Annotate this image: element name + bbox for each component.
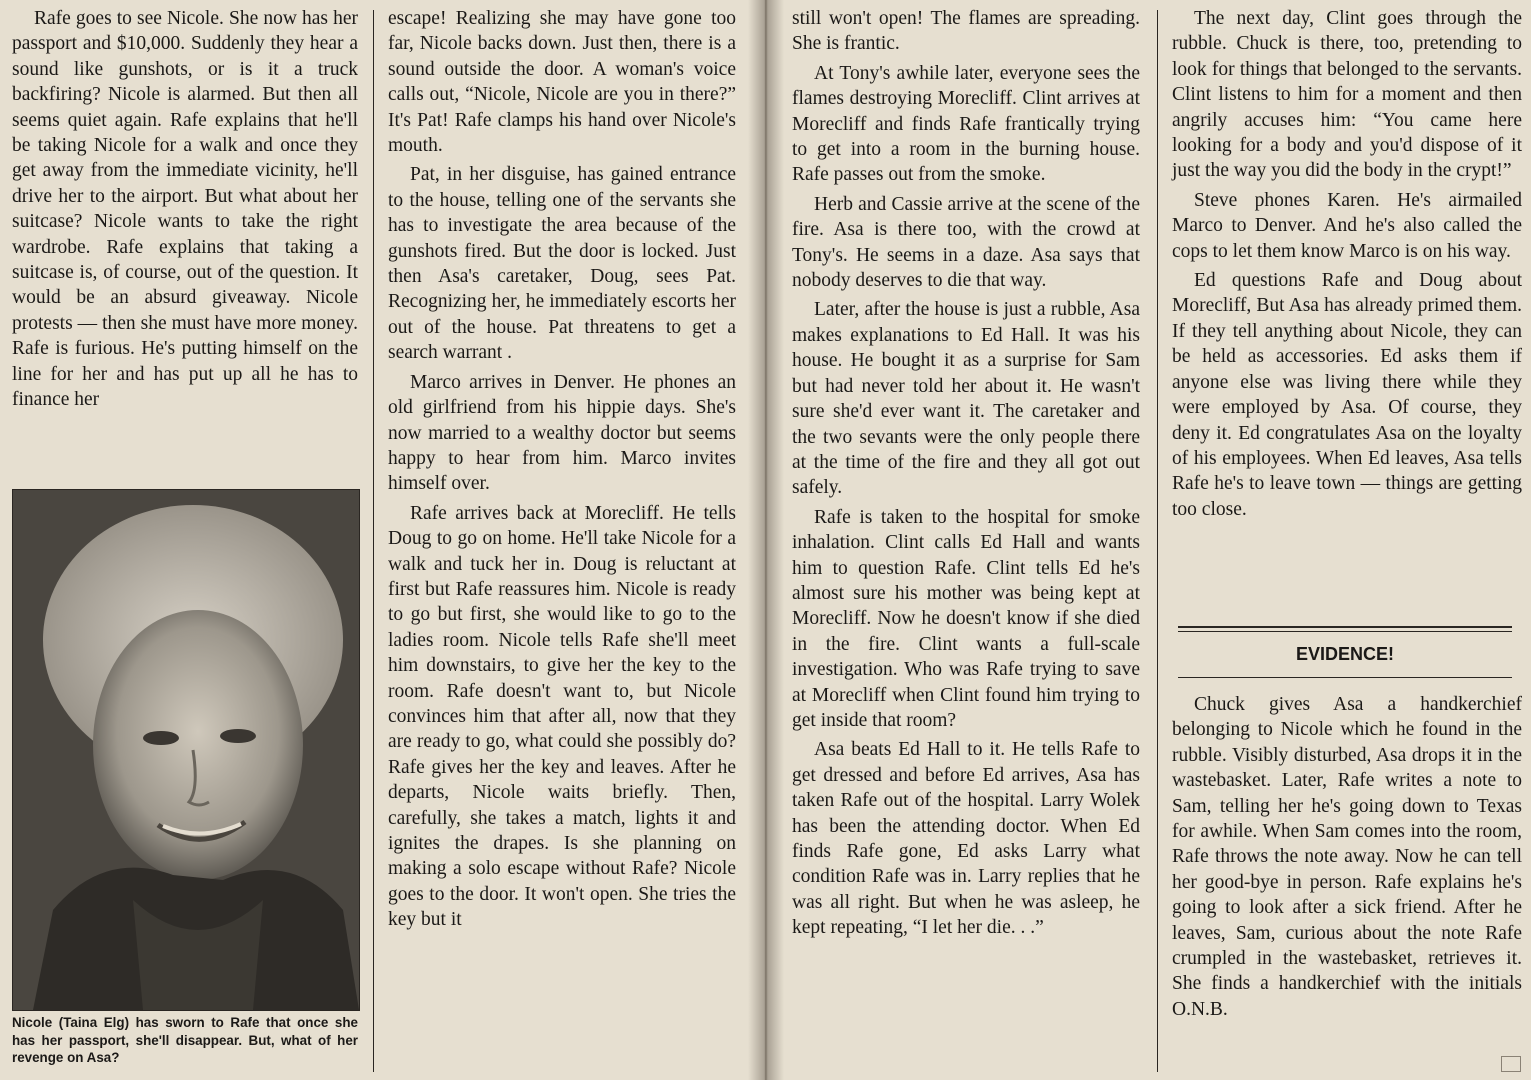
column-1 (12, 6, 358, 417)
paragraph: escape! Realizing she may have gone too far, Nicole backs down. Just then, there is a sound outside the door. A woman's voice calls out, “Nicole, Nicole are you in there?” It's Pat! Rafe clamps his hand over Nicole's mouth. (388, 8, 736, 157)
paragraph: Steve phones Karen. He's airmailed Marco to Denver. And he's also called the cops to let them know Marco is on his way. (1172, 189, 1522, 262)
photo-caption: Nicole (Taina Elg) has sworn to Rafe that once she has her passport, she'll disappear. But, what of her revenge on Asa? (12, 1015, 358, 1065)
paragraph: Chuck gives Asa a handkerchief belonging to Nicole which he found in the rubble. Visibly disturbed, Asa drops it in the wastebasket. Later, Rafe writes a note to Sam, telling her he's going down to Texas for awhile. When Sam comes into the room, Rafe throws the note away. Now he can tell her good-bye in person. Rafe explains he's going to look after a sick friend. After he leaves, Sam, curious about the note Rafe crumpled in the wastebasket, retrieves it. She finds a handkerchief with the initials O.N.B. (1172, 694, 1522, 1020)
divider (1178, 677, 1512, 678)
column-2 (388, 6, 736, 937)
paragraph: Asa beats Ed Hall to it. He tells Rafe to get dressed and before Ed arrives, Asa has taken Rafe out of the hospital. Larry Wolek has been the attending doctor. When Ed finds Rafe gone, Ed asks Larry what condition Rafe was in. Larry replies that he was all right. But when he was asleep, he kept repeating, “I let her die. . .” (792, 739, 1140, 939)
paragraph: The next day, Clint goes through the rubble. Chuck is there, too, pretending to look for things that belonged to the servants. Clint listens to him for a moment and then angrily accuses him: “You came here looking for a body and you'd dispose of it just the way you did the body in the crypt!” (1172, 8, 1522, 182)
column-rule (373, 10, 374, 1072)
column-3 (792, 6, 1140, 945)
portrait-image (13, 490, 359, 1010)
paragraph: Ed questions Rafe and Doug about Morecliff, But Asa has already primed them. If they tell anything about Nicole, they can be held as accessories. Ed asks them if anyone else was living there while they were employed by Asa. Of course, they deny it. Ed congratulates Asa on the loyalty of his employees. When Ed leaves, Asa tells Rafe he's to leave town — things are getting too close. (1172, 270, 1522, 520)
corner-mark (1501, 1056, 1521, 1072)
paragraph: Marco arrives in Denver. He phones an old girlfriend from his hippie days. She's now married to a wealthy doctor but seems happy to hear from him. Marco invites himself over. (388, 371, 736, 495)
paragraph: Rafe is taken to the hospital for smoke inhalation. Clint calls Ed Hall and wants him to question Rafe. Clint tells Ed he's almost sure his mother was being kept at Morecliff. Now he doesn't know if she died in the fire. Clint wants a full-scale investigation. Who was Rafe trying to save at Morecliff when Clint found him trying to get inside that room? (792, 506, 1140, 731)
paragraph: Pat, in her disguise, has gained entrance to the house, telling one of the servants she has to investigate the area because of the gunshots fired. But the door is locked. Just then Asa's caretaker, Doug, sees Pat. Recognizing her, he immediately escorts her out of the house. Pat threatens to get a search warrant . (388, 164, 736, 364)
section-heading: EVIDENCE! (1295, 644, 1394, 664)
evidence-section-header (1178, 626, 1512, 678)
paragraph: At Tony's awhile later, everyone sees the flames destroying Morecliff. Clint arrives at Morecliff and finds Rafe frantically trying to get into a room in the burning house. Rafe passes out from the smoke. (792, 62, 1140, 186)
paragraph: Herb and Cassie arrive at the scene of the fire. Asa is there too, with the crowd at Tony's. He seems in a daze. Asa says that nobody deserves to die that way. (792, 193, 1140, 292)
paragraph: still won't open! The flames are spreading. She is frantic. (792, 8, 1140, 55)
paragraph: Rafe goes to see Nicole. She now has her passport and $10,000. Suddenly they hear a sound like gunshots, or is it a truck backfiring? Nicole is alarmed. But then all seems quiet again. Rafe explains that he'll be taking Nicole for a walk and once they get away from the immediate vicinity, he'll drive her to the airport. But what about her suitcase? Nicole wants to take the right wardrobe. Rafe explains that taking a suitcase is, of course, out of the question. It would be an absurd giveaway. Nicole protests — then she must have more money. Rafe is furious. He's putting himself on the line for her and has put up all he has to finance her (12, 8, 358, 411)
column-rule (1157, 10, 1158, 1072)
page-gutter (748, 0, 784, 1080)
column-4 (1172, 6, 1522, 526)
column-4-continued (1172, 692, 1522, 1026)
paragraph: Later, after the house is just a rubble, Asa makes explanations to Ed Hall. It was his house. He bought it as a surprise for Sam but had never told her about it. He wasn't sure she'd ever want it. The caretaker and the two sevants were the only people there at the time of the fire and they all got out safely. (792, 299, 1140, 499)
paragraph: Rafe arrives back at Morecliff. He tells Doug to go on home. He'll take Nicole for a walk and tuck her in. Doug is reluctant at first but Rafe reassures him. Nicole is ready to go but first, she would like to go to the ladies room. Nicole tells Rafe she'll meet him downstairs, to give her the key to the room. Rafe doesn't want to, but Nicole convinces him that after all, now that they are ready to go, what could she possibly do? Rafe gives her the key and leaves. After he departs, Nicole waits briefly. Then, carefully, she takes a match, lights it and ignites the drapes. Is she planning on making a solo escape without Rafe? Nicole goes to the door. It won't open. She tries the key but it (388, 502, 736, 931)
portrait-photo (12, 489, 360, 1011)
